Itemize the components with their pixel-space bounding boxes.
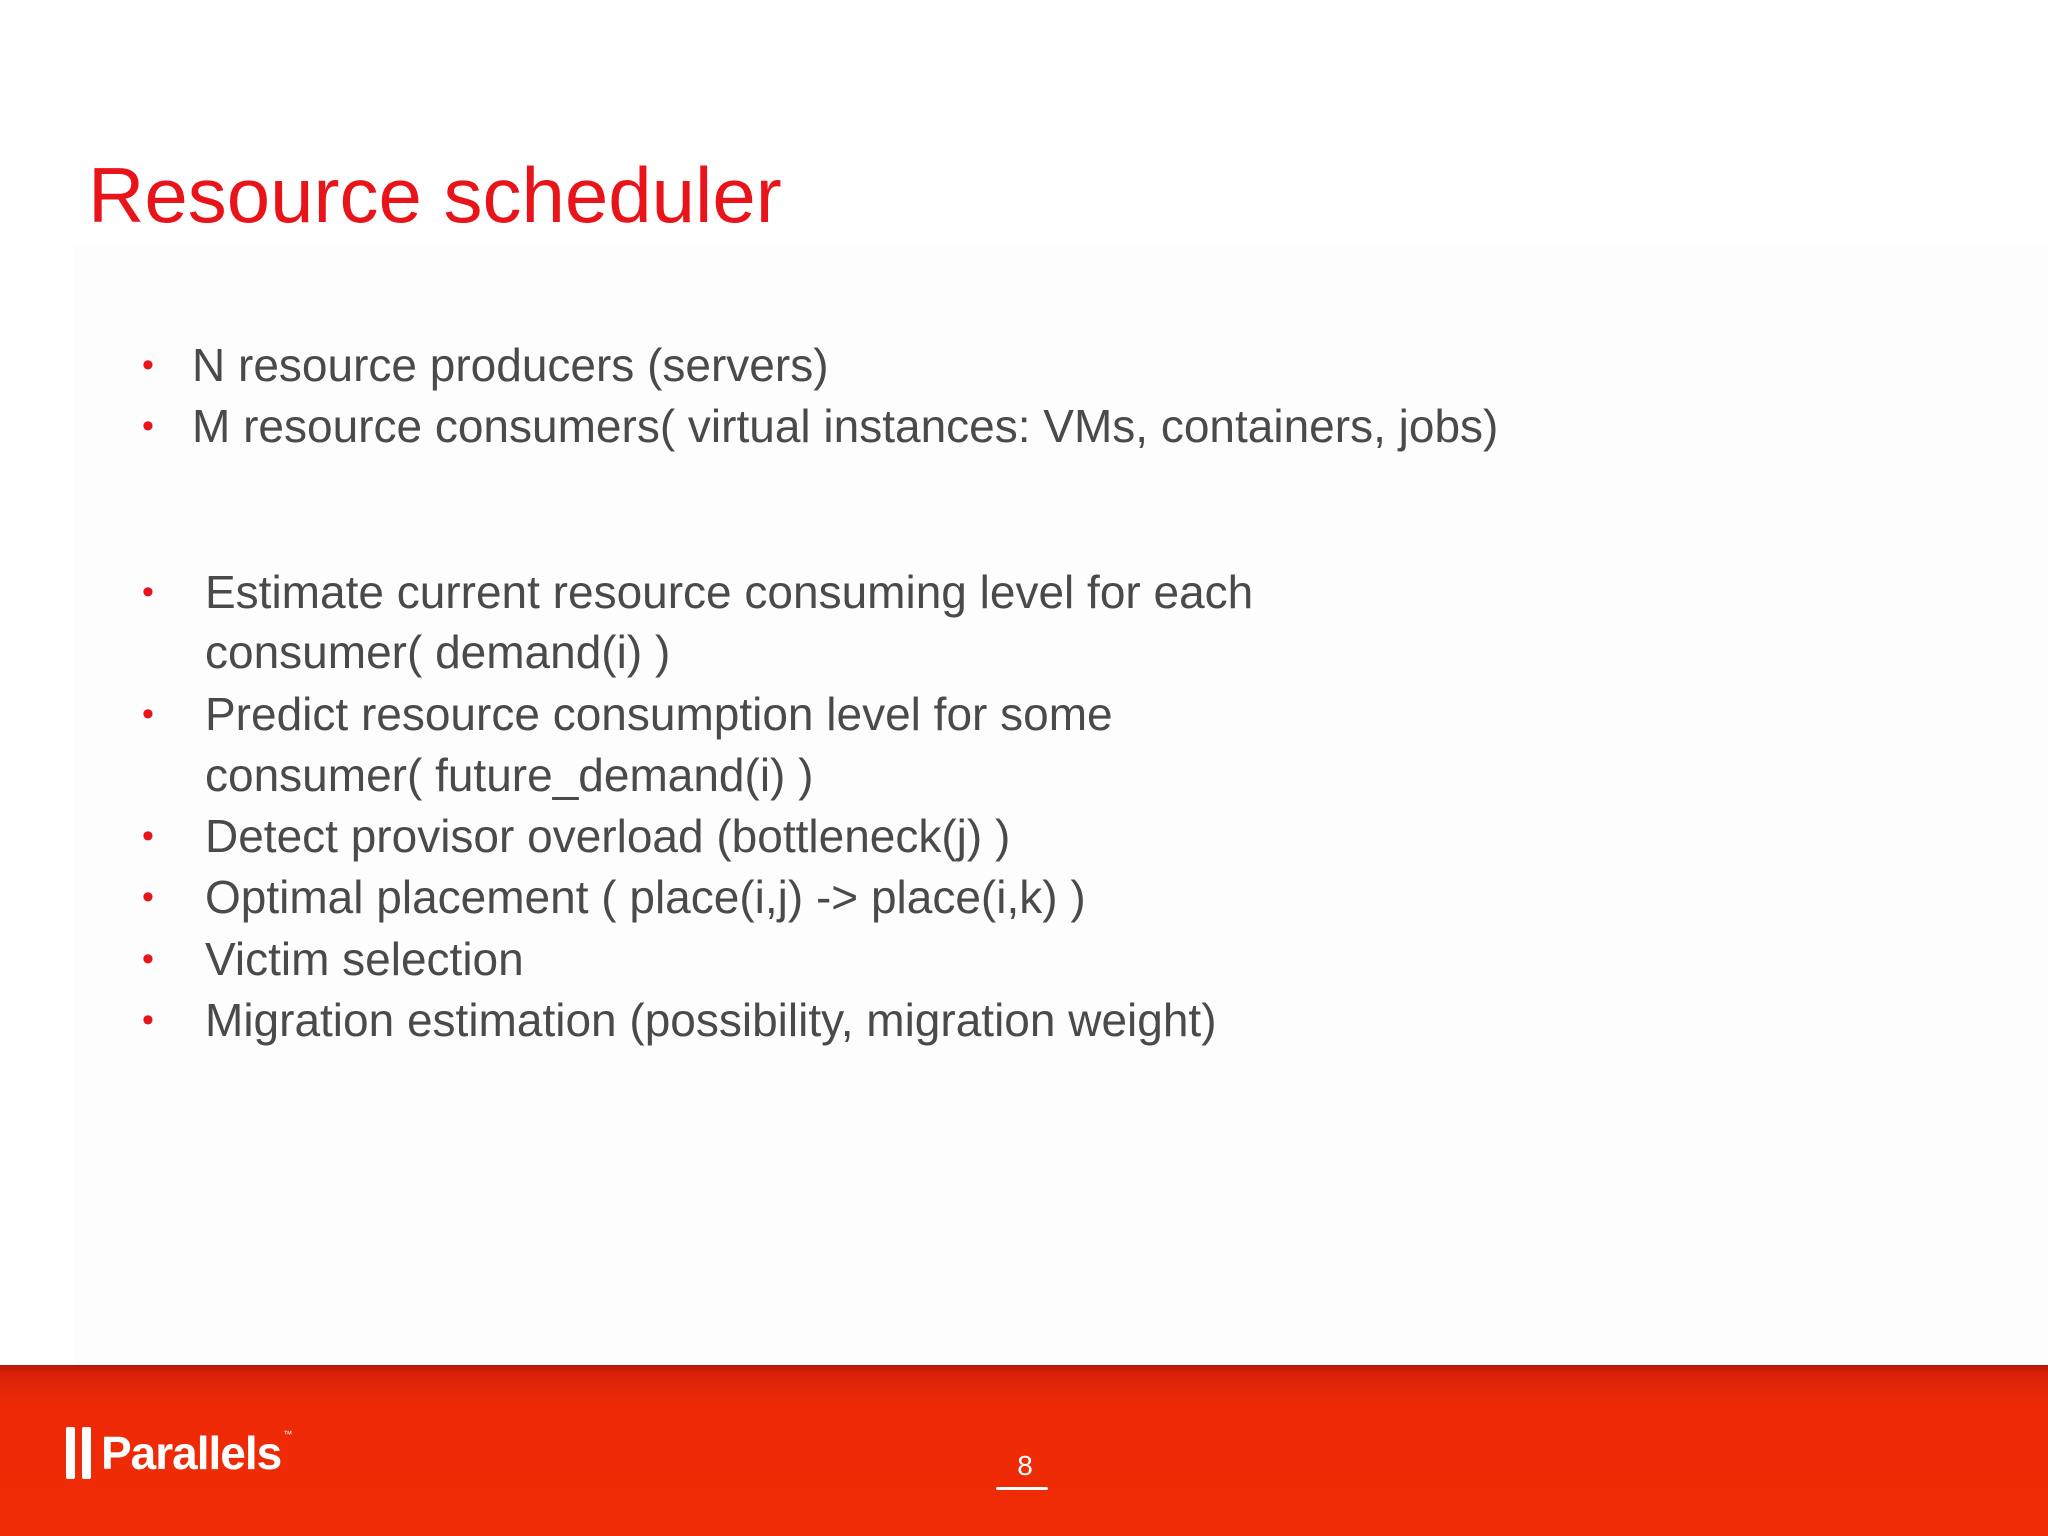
logo-text: Parallels bbox=[101, 1427, 282, 1479]
bullet-dot: • bbox=[142, 346, 154, 384]
footer-bar bbox=[0, 1365, 2048, 1536]
bullet-text-line: Estimate current resource consuming level for each bbox=[205, 566, 1254, 618]
page-number-underline bbox=[996, 1487, 1048, 1490]
bullet-text-line: Predict resource consumption level for some bbox=[205, 688, 1113, 740]
bullet-text: N resource producers (servers) bbox=[192, 339, 829, 391]
bullet-text: M resource consumers( virtual instances: VMs, containers, jobs) bbox=[192, 400, 1499, 452]
bullet-text-line: Optimal placement ( place(i,j) -> place(i,k) ) bbox=[205, 871, 1086, 923]
bullet-dot: • bbox=[142, 817, 154, 855]
bullet-text-line: Detect provisor overload (bottleneck(j) ) bbox=[205, 810, 1011, 862]
bullet-dot: • bbox=[142, 1001, 154, 1039]
bullet-text-line: consumer( demand(i) ) bbox=[205, 626, 671, 678]
bullet-dot: • bbox=[142, 878, 154, 916]
page-number: 8 bbox=[1017, 1450, 1033, 1481]
logo-bars-icon bbox=[66, 1427, 91, 1479]
slide-title: Resource scheduler bbox=[88, 151, 782, 239]
bullet-dot: • bbox=[142, 940, 154, 978]
bullet-text-line: consumer( future_demand(i) ) bbox=[205, 749, 814, 801]
bullet-dot: • bbox=[142, 695, 154, 733]
bullet-dot: • bbox=[142, 407, 154, 445]
parallels-logo bbox=[66, 1425, 292, 1481]
bullet-text-line: Victim selection bbox=[205, 933, 524, 985]
logo-trademark: ™ bbox=[283, 1429, 293, 1439]
bullet-text-line: Migration estimation (possibility, migration weight) bbox=[205, 994, 1217, 1046]
bullet-dot: • bbox=[142, 573, 154, 611]
